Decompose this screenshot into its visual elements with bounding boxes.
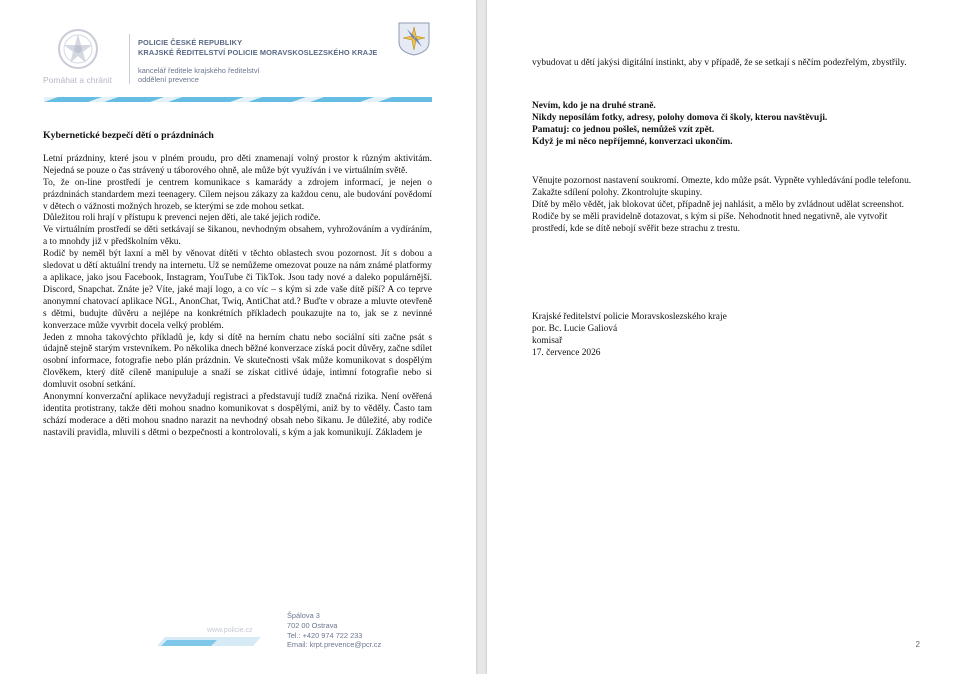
org-line-1: POLICIE ČESKÉ REPUBLIKY bbox=[138, 38, 243, 47]
signature-block bbox=[532, 311, 727, 359]
document-page-2 bbox=[487, 0, 962, 674]
signature-name: por. Bc. Lucie Galiová bbox=[532, 324, 618, 334]
rule-item: Když je mi něco nepříjemné, konverzaci ukončím. bbox=[532, 136, 733, 147]
signature-org: Krajské ředitelství policie Moravskoslezského kraje bbox=[532, 312, 727, 322]
header-decor-band bbox=[44, 97, 432, 102]
org-line-2: KRAJSKÉ ŘEDITELSTVÍ POLICIE MORAVSKOSLEZSKÉHO KRAJE bbox=[138, 48, 378, 57]
region-crest-icon bbox=[398, 22, 430, 56]
paragraph: Ve virtuálním prostředí se děti setkávají se šikanou, nevhodným obsahem, vyhrožováním a vydíráním, a to mnohdy již v předškolním věku. bbox=[43, 225, 432, 248]
document-page-1 bbox=[0, 0, 476, 674]
footer-email: Email: krpt.prevence@pcr.cz bbox=[287, 640, 382, 650]
rule-item: Nikdy neposílám fotky, adresy, polohy domova či školy, kterou navštěvuji. bbox=[532, 112, 828, 123]
parent-tips bbox=[532, 176, 921, 236]
article-title: Kybernetické bezpečí dětí o prázdninách bbox=[43, 130, 214, 141]
signature-rank: komisař bbox=[532, 336, 563, 346]
tip-item: Věnujte pozornost nastavení soukromí. Omezte, kdo může psát. Vypněte vyhledávání podle telefonu. Zakažte sdílení polohy. Zkontrolujte skupiny. bbox=[532, 176, 912, 198]
paragraph: To, že on-line prostředí je centrem komunikace s kamarády a zdrojem informací, je nejen o prázdninách standardem mezi teenagery. Cílem nejsou zákazy za každou cenu, ale budování povědomí v dětech o vážnosti možných hrozeb, se kterými se zde mohou setkat. bbox=[43, 177, 432, 212]
paragraph: vybudovat u dětí jakýsi digitální instinkt, aby v případě, že se setkají s něčím podezřelým, zbystřily. bbox=[532, 58, 907, 68]
article-body bbox=[43, 130, 432, 440]
rule-item: Pamatuj: co jednou pošleš, nemůžeš vzít zpět. bbox=[532, 124, 715, 135]
paragraph: Anonymní konverzační aplikace nevyžadují registraci a představují tudíž značná rizika. Není ověřená identita protistrany, takže děti mohou snadno komunikovat s dospělými, aniž by to věděly. Často tam schází moderace a děti mohou snadno narazit na nevhodný obsah nebo šikanu. Je důležité, aby rodiče nastavili pravidla, mluvili s dětmi o bezpečnosti a kontrolovali, s kým a jak komunikují. Základem je bbox=[43, 392, 432, 438]
police-star-icon bbox=[57, 28, 99, 70]
organization-name bbox=[138, 38, 377, 58]
paragraph: Důležitou roli hrají v přístupu k prevenci nejen děti, ale také jejich rodiče. bbox=[43, 213, 321, 224]
motto-text: Pomáhat a chránit bbox=[43, 75, 112, 85]
footer-decor-band bbox=[157, 637, 261, 646]
tip-item: Rodiče by se měli pravidelně dotazovat, s kým si píše. Nehodnotit hned negativně, ale vytvořit prostředí, kde se dítě nebojí svěřit beze strachu z trestu. bbox=[532, 211, 888, 234]
footer-phone: Tel.: +420 974 722 233 bbox=[287, 630, 363, 640]
footer-city: 702 00 Ostrava bbox=[287, 620, 338, 630]
safety-rules bbox=[532, 101, 921, 149]
tip-item: Dítě by mělo vědět, jak blokovat účet, případně jej nahlásit, a mělo by zvládnout udělat screenshot. bbox=[532, 199, 905, 210]
signature-date: 17. července 2026 bbox=[532, 348, 601, 358]
header-divider bbox=[129, 34, 130, 84]
department-name bbox=[138, 66, 260, 84]
rule-item: Nevím, kdo je na druhé straně. bbox=[532, 101, 656, 111]
paragraph: Rodič by neměl být laxní a měl by věnovat dítěti v těchto oblastech svou pozornost. Jít s dobou a sledovat u dětí aktuální trendy na internetu. Už se nemůžeme omezovat pouze na nám známé platformy a aplikace, jako jsou Facebook, Instagram, YouTube či TikTok. Jsou tady nové a daleko populárnější. Discord, Snapchat. Znáte je? Víte, jaké mají logo, a co víc – s kým si zde vaše dítě píší? A co teprve anonymní chatovací aplikace NGL, AnonChat, Twiq, AntiChat atd.? Buďte v obraze a mluvte otevřeně s dětmi, budujte důvěru a nejlépe na konkrétních příkladech poukazujte na to, jak se z nevinné konverzace může vyvrbit docela velký problém. bbox=[43, 249, 432, 331]
dept-line-2: oddělení prevence bbox=[138, 75, 199, 84]
dept-line-1: kancelář ředitele krajského ředitelství bbox=[138, 66, 260, 75]
paragraph: Letní prázdniny, které jsou v plném proudu, pro děti znamenají volný prostor k různým aktivitám. Nejedná se pouze o čas strávený u táborového ohně, ale může být využíván i ve virtuálním světě. bbox=[43, 153, 432, 176]
footer-address bbox=[287, 611, 381, 650]
page-number: 2 bbox=[915, 640, 920, 649]
paragraph: Jeden z mnoha takovýchto příkladů je, kdy si dítě na herním chatu nebo sociální síti začne psát s údajně stejně starým vrstevníkem. Po několika dnech běžné konverzace získá pocit důvěry, začne sdílet osobní informace, fotografie nebo plán prázdnin. Ve skutečnosti však může komunikovat s dospělým člověkem, který dítě cíleně manipuluje a snaží se získat citlivé údaje, intimní fotografie nebo si domluvit osobní setkání. bbox=[43, 332, 432, 391]
website-text: www.policie.cz bbox=[207, 627, 253, 634]
footer-street: Špálova 3 bbox=[287, 611, 320, 620]
article-continuation bbox=[532, 58, 921, 70]
